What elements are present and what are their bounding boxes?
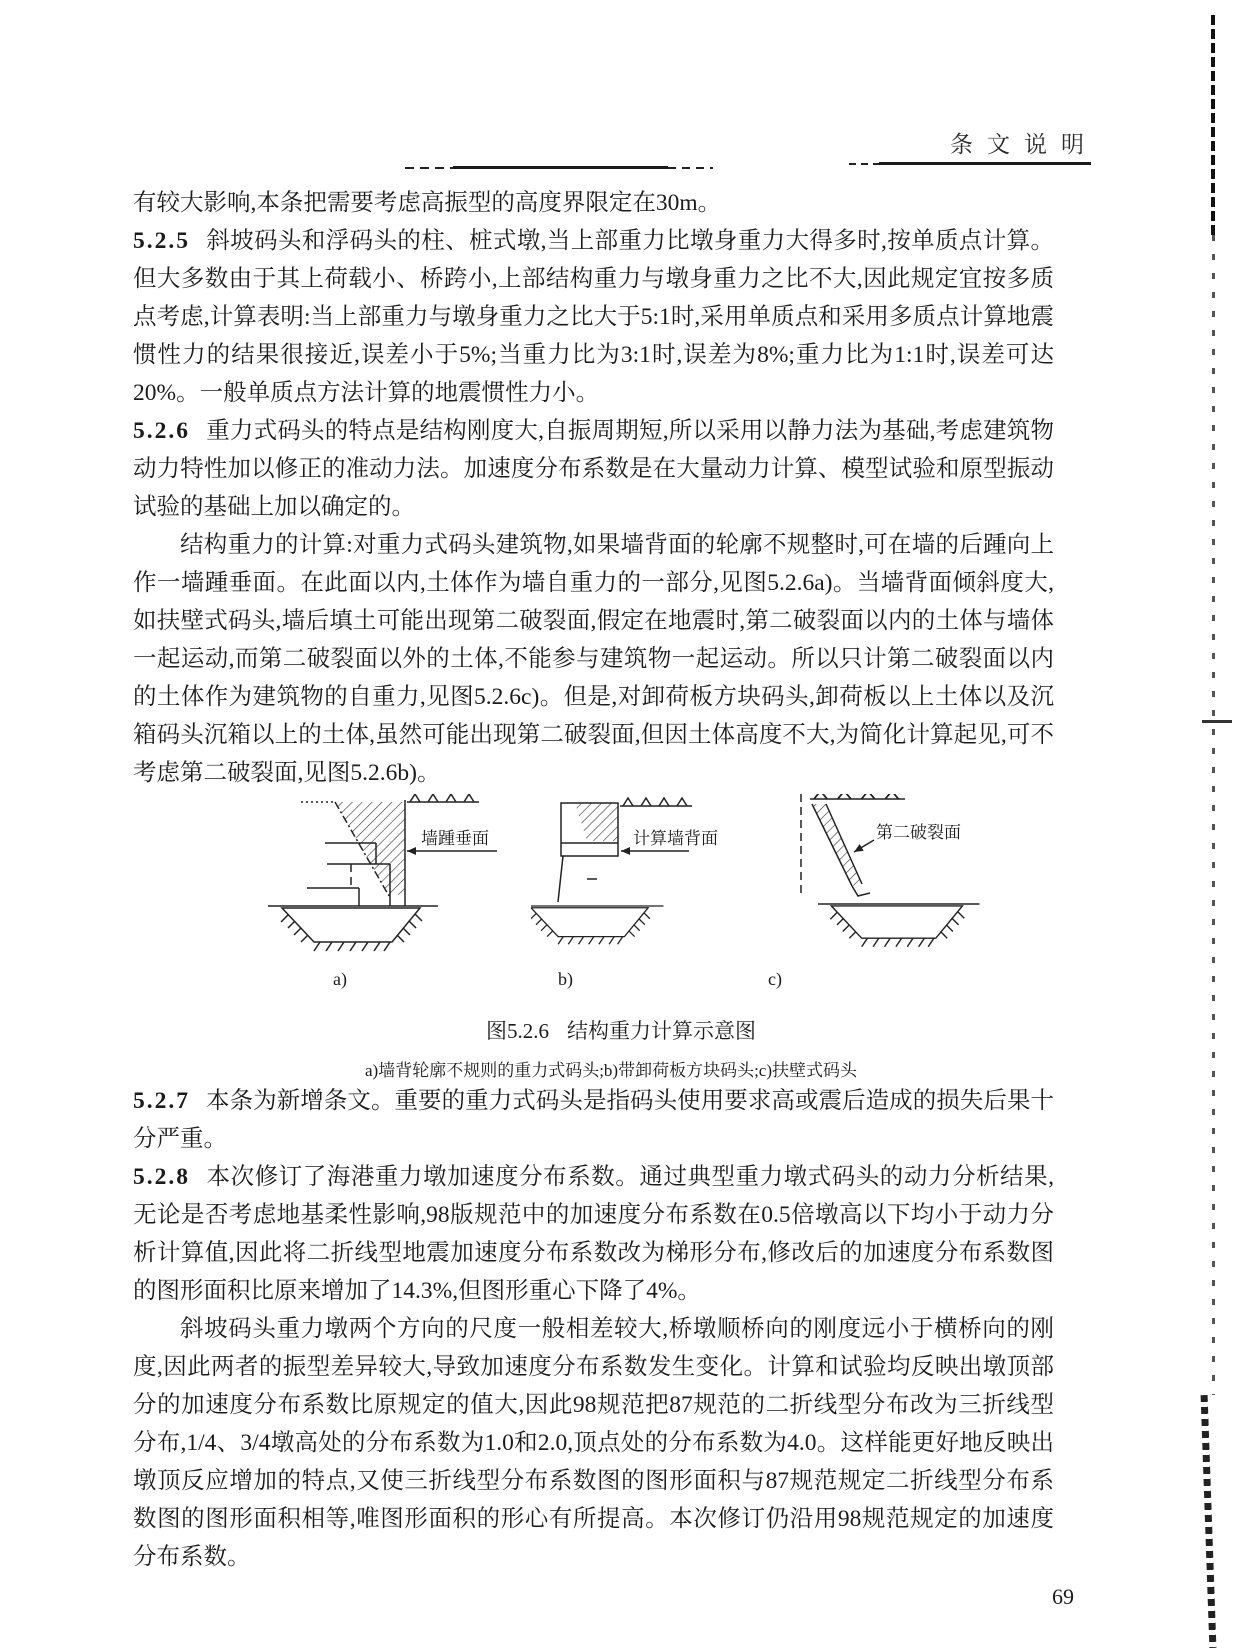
figure-5-2-6	[133, 792, 1054, 1082]
header-rule-right	[879, 162, 1091, 165]
diagram-c-buttressed-wall	[796, 794, 1011, 964]
section-number: 5.2.8	[133, 1164, 190, 1190]
body-text	[133, 184, 1054, 1576]
header-rule-left	[453, 166, 668, 169]
paragraph	[133, 222, 1054, 412]
diagram-b-sublabel: b)	[558, 969, 573, 989]
binding-artifact-middle	[1212, 235, 1215, 1395]
section-number: 5.2.6	[133, 418, 190, 444]
paragraph-text: 有较大影响,本条把需要考虑高振型的高度界限定在30m。	[133, 190, 722, 216]
paragraph-text: 本次修订了海港重力墩加速度分布系数。通过典型重力墩式码头的动力分析结果,无论是否考虑地基柔性影响,98版规范中的加速度分布系数在0.5倍墩高以下均小于动力分析计算值,因此将二折线型地震加速度分布系数改为梯形分布,修改后的加速度分布系数图的图形面积比原来增加了14.3%,但图形重心下降了4%。	[133, 1164, 1054, 1304]
diagram-a-callout-label: 墙踵垂面	[421, 829, 489, 848]
binding-artifact-top	[1211, 15, 1215, 235]
binding-artifact-bottom	[1201, 1395, 1217, 1648]
diagram-a-gravity-wall	[261, 794, 511, 964]
diagram-b-callout-label: 计算墙背面	[633, 829, 718, 848]
figure-caption	[133, 1012, 1054, 1050]
binding-artifact-tick	[1202, 720, 1232, 723]
diagram-a-sublabel: a)	[333, 969, 347, 989]
header-rule-left-dashes-end	[668, 167, 713, 169]
rubble-mound-foundation	[818, 904, 980, 947]
diagram-b-caisson-wall	[531, 794, 746, 964]
paragraph	[133, 1310, 1054, 1576]
paragraph	[133, 184, 1054, 222]
ground-surface-symbol	[620, 798, 692, 806]
page-header-title: 条文说明	[950, 132, 1098, 157]
paragraph-text: 斜坡码头和浮码头的柱、桩式墩,当上部重力比墩身重力大得多时,按单质点计算。但大多数由于其上荷载小、桥跨小,上部结构重力与墩身重力之比不大,因此规定宜按多质点考虑,计算表明:当上部重力与墩身重力之比大于5:1时,采用单质点和采用多质点计算地震惯性力的结果很接近,误差小于5%;当重力比为3:1时,误差为8%;重力比为1:1时,误差可达20%。一般单质点方法计算的地震惯性力小。	[133, 228, 1054, 406]
figure-caption-number: 图5.2.6	[486, 1019, 549, 1043]
paragraph-text: 斜坡码头重力墩两个方向的尺度一般相差较大,桥墩顺桥向的刚度远小于横桥向的刚度,因此两者的振型差异较大,导致加速度分布系数发生变化。计算和试验均反映出墩顶部分的加速度分布系数比原规定的值大,因此98规范把87规范的二折线型分布改为三折线型分布,1/4、3/4墩高处的分布系数为1.0和2.0,顶点处的分布系数为4.0。这样能更好地反映出墩顶反应增加的特点,又使三折线型分布系数图的图形面积与87规范规定二折线型分布系数图的图形面积相等,唯图形面积的形心有所提高。本次修订仍沿用98规范规定的加速度分布系数。	[133, 1316, 1054, 1570]
figure-subcaption: a)墙背轮廓不规则的重力式码头;b)带卸荷板方块码头;c)扶壁式码头	[364, 1061, 858, 1080]
header-rule-right-dashes	[849, 163, 879, 165]
diagram-c-sublabel: c)	[768, 969, 782, 989]
ground-surface-symbol	[810, 794, 905, 799]
paragraph-text: 结构重力的计算:对重力式码头建筑物,如果墙背面的轮廓不规整时,可在墙的后踵向上作一墙踵垂面。在此面以内,土体作为墙自重力的一部分,见图5.2.6a)。当墙背面倾斜度大,如扶壁式码头,墙后填土可能出现第二破裂面,假定在地震时,第二破裂面以内的土体与墙体一起运动,而第二破裂面以外的土体,不能参与建筑物一起运动。所以只计第二破裂面以内的土体作为建筑物的自重力,见图5.2.6c)。但是,对卸荷板方块码头,卸荷板以上土体以及沉箱码头沉箱以上的土体,虽然可能出现第二破裂面,但因土体高度不大,为简化计算起见,可不考虑第二破裂面,见图5.2.6b)。	[133, 532, 1054, 786]
section-number: 5.2.5	[133, 228, 190, 254]
paragraph-text: 本条为新增条文。重要的重力式码头是指码头使用要求高或震后造成的损失后果十分严重。	[133, 1088, 1054, 1152]
page-number: 69	[1052, 1584, 1074, 1609]
ground-surface-symbol	[407, 794, 479, 802]
paragraph-text: 重力式码头的特点是结构刚度大,自振周期短,所以采用以静力法为基础,考虑建筑物动力特性加以修正的准动力法。加速度分布系数是在大量动力计算、模型试验和原型振动试验的基础上加以确定的。	[133, 418, 1054, 520]
diagram-c-callout-label: 第二破裂面	[876, 823, 961, 842]
paragraph	[133, 412, 1054, 526]
rubble-mound-foundation	[268, 906, 438, 951]
rubble-mound-foundation	[531, 906, 664, 944]
section-number: 5.2.7	[133, 1088, 190, 1114]
callout-leader-arrow	[854, 840, 874, 852]
header-rule-left-dashes	[405, 167, 453, 169]
paragraph	[133, 1158, 1054, 1310]
figure-caption-title: 结构重力计算示意图	[567, 1019, 756, 1043]
paragraph	[133, 526, 1054, 792]
paragraph	[133, 1082, 1054, 1158]
